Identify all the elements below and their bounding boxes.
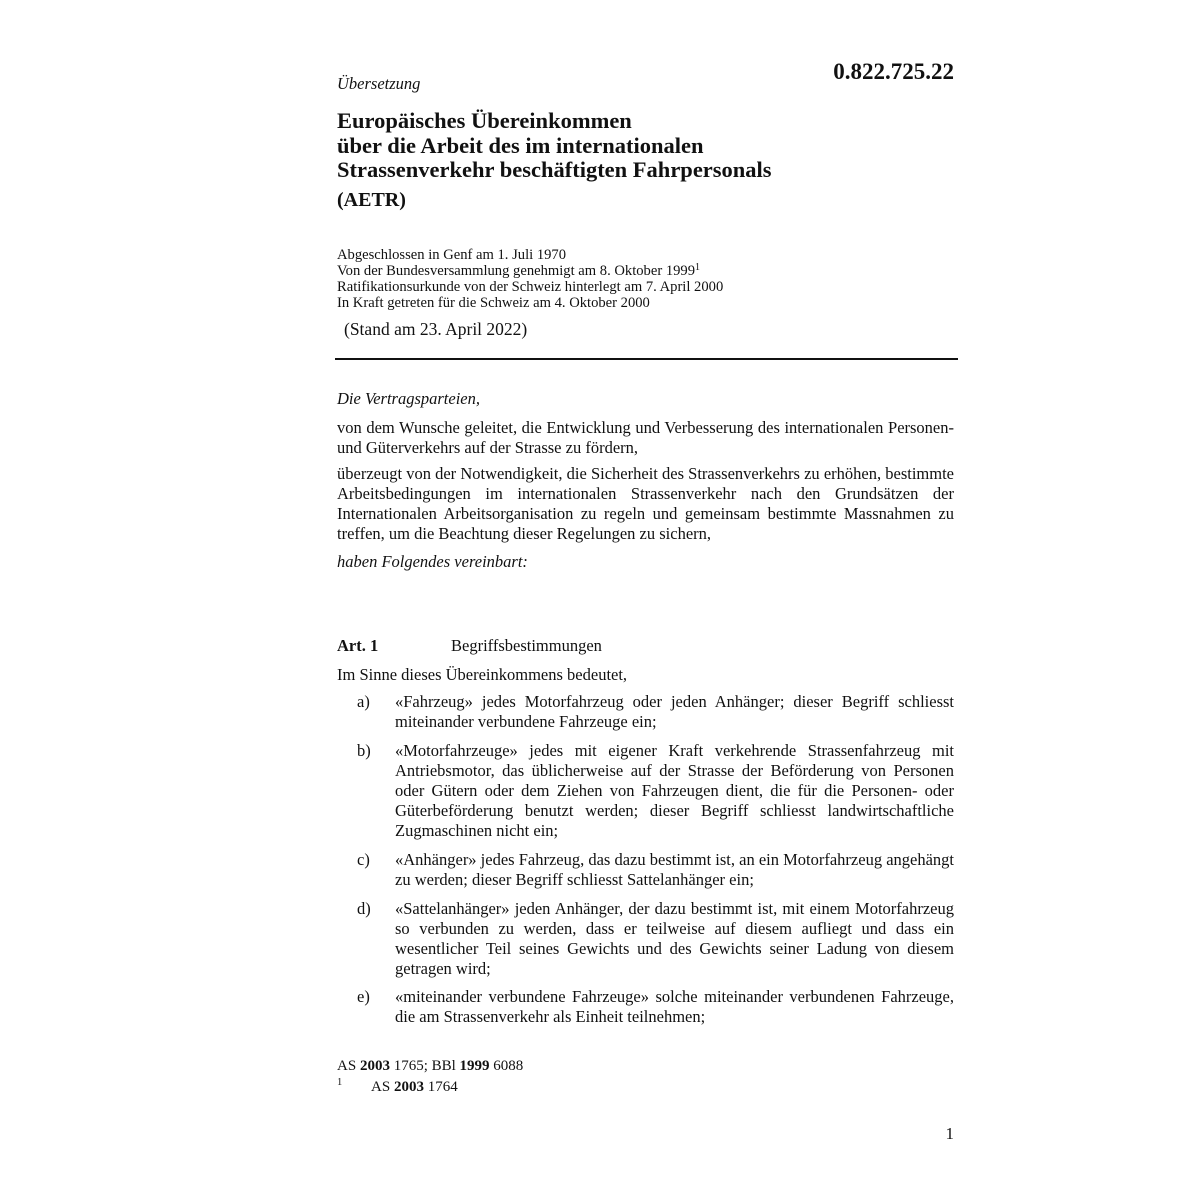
meta-ratification: Ratifikationsurkunde von der Schweiz hinterlegt am 7. April 2000	[337, 279, 724, 295]
status-date: (Stand am 23. April 2022)	[344, 319, 528, 339]
article-number: Art. 1	[337, 636, 379, 655]
footnote-ref-1[interactable]: 1	[695, 262, 701, 273]
title-line-3: Strassenverkehr beschäftigten Fahrpersonals	[337, 157, 772, 182]
footnote-1-text: AS 2003 1764	[371, 1079, 458, 1095]
article-heading: Begriffsbestimmungen	[451, 636, 602, 655]
definition-letter: a)	[357, 692, 370, 711]
header-divider	[335, 358, 958, 360]
sr-number: 0.822.725.22	[833, 59, 954, 84]
title-line-1: Europäisches Übereinkommen	[337, 108, 632, 133]
preamble-agreed: haben Folgendes vereinbart:	[337, 552, 528, 571]
page-number: 1	[945, 1124, 954, 1143]
definition-text: «miteinander verbundene Fahrzeuge» solche miteinander verbundenen Fahrzeuge, die am Strassenverkehr als Einheit teilnehmen;	[395, 987, 954, 1026]
meta-approved: Von der Bundesversammlung genehmigt am 8. Oktober 1999	[337, 263, 696, 279]
definition-letter: c)	[357, 850, 370, 869]
title-abbreviation: (AETR)	[337, 189, 406, 211]
preamble-paragraph-2: überzeugt von der Notwendigkeit, die Sicherheit des Strassenverkehrs zu erhöhen, bestimmte Arbeitsbedingungen im internationalen Strassenverkehr nach den Grundsätzen der Internationalen Arbeitsorganisation zu regeln und gemeinsam bestimmte Massnahmen zu treffen, um die Beachtung dieser Regelungen zu sichern,	[337, 464, 954, 543]
footnote-source: AS 2003 1765; BBl 1999 6088	[337, 1058, 524, 1074]
definition-text: «Fahrzeug» jedes Motorfahrzeug oder jeden Anhänger; dieser Begriff schliesst miteinander verbundene Fahrzeuge ein;	[395, 692, 954, 731]
document-title	[337, 109, 954, 183]
definition-letter: b)	[357, 741, 371, 760]
definition-letter: d)	[357, 899, 371, 918]
definition-text: «Sattelanhänger» jeden Anhänger, der dazu bestimmt ist, mit einem Motorfahrzeug so verbunden zu werden, dass er teilweise auf diesem aufliegt und dass ein wesentlicher Teil seines Gewichts und des Gewichts seiner Ladung von diesem getragen wird;	[395, 899, 954, 978]
title-line-2: über die Arbeit des im internationalen	[337, 132, 704, 158]
footnote-1-mark: 1	[337, 1077, 343, 1088]
article-lead: Im Sinne dieses Übereinkommens bedeutet,	[337, 665, 628, 684]
preamble-intro: Die Vertragsparteien,	[337, 389, 480, 408]
preamble-paragraph-1: von dem Wunsche geleitet, die Entwicklung und Verbesserung des internationalen Personen- und Güterverkehrs auf der Strasse zu fördern,	[337, 418, 954, 457]
definition-letter: e)	[357, 987, 370, 1006]
meta-in-force: In Kraft getreten für die Schweiz am 4. Oktober 2000	[337, 295, 650, 311]
translation-label: Übersetzung	[337, 74, 421, 93]
meta-approved-line	[337, 263, 954, 279]
metadata-block	[337, 247, 954, 311]
meta-concluded: Abgeschlossen in Genf am 1. Juli 1970	[337, 247, 567, 263]
definition-text: «Motorfahrzeuge» jedes mit eigener Kraft verkehrende Strassenfahrzeug mit Antriebsmotor, das üblicherweise auf der Strasse der Beförderung von Personen oder Gütern oder dem Ziehen von Fahrzeugen dient, die für die Personen- oder Güterbeförderung benutzt werden; dieser Begriff schliesst landwirtschaftliche Zugmaschinen nicht ein;	[395, 741, 954, 840]
definition-text: «Anhänger» jedes Fahrzeug, das dazu bestimmt ist, an ein Motorfahrzeug angehängt zu werden; dieser Begriff schliesst Sattelanhänger ein;	[395, 850, 954, 889]
